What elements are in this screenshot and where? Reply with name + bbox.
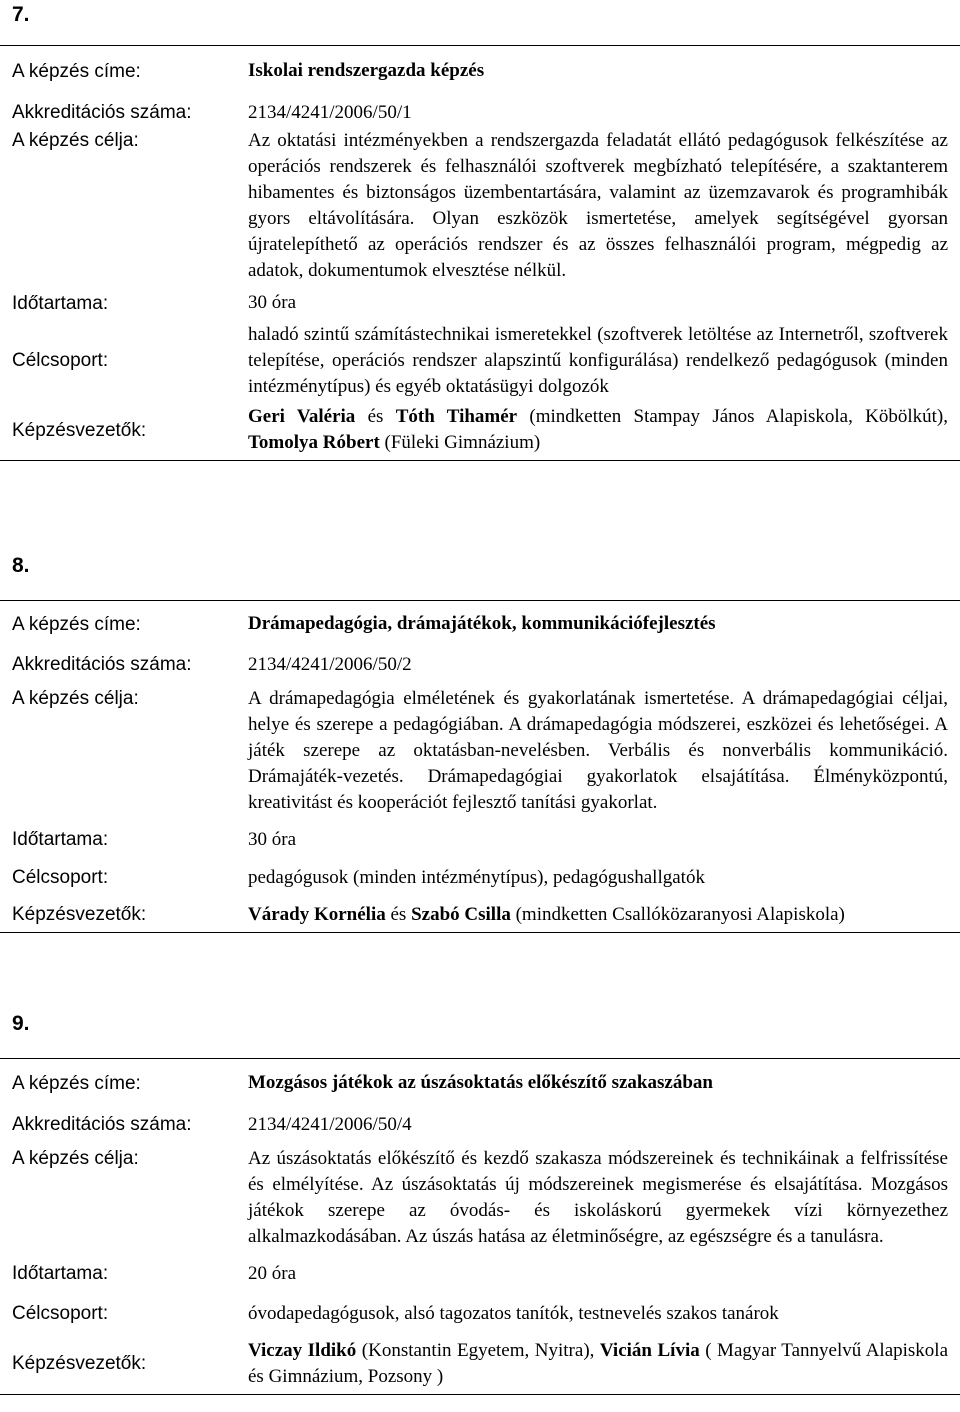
goal-text: Az úszásoktatás előkészítő és kezdő szakasza módszereinek és technikáinak a felfrissítése és elmélyítése. Az úszásoktatás új módszereinek megismerése és elsajátítása. Mozgásos játékok szerepe az óvodás- és iskoláskorú gyermekek vízi környezethez alkalmazkodásában. Az úszás hatása az életminőségre, az egészségre és a tanulásra.	[248, 1148, 948, 1247]
course-table	[0, 1058, 960, 1395]
target-label: Célcsoport:	[12, 1303, 109, 1324]
title-row	[0, 1059, 960, 1108]
accreditation-number: 2134/4241/2006/50/1	[248, 102, 412, 123]
accreditation-row	[0, 1108, 960, 1142]
goal-label: A képzés célja:	[12, 1148, 139, 1169]
leaders-label: Képzésvezetők:	[12, 903, 147, 925]
leader-name: Geri Valéria	[248, 406, 356, 427]
accreditation-label: Akkreditációs száma:	[12, 102, 192, 123]
target-label: Célcsoport:	[12, 867, 109, 888]
target-label: Célcsoport:	[12, 350, 109, 371]
duration-value: 30 óra	[248, 292, 297, 313]
leader-name: Tóth Tihamér	[395, 406, 518, 427]
accreditation-row	[0, 98, 960, 128]
duration-label: Időtartama:	[12, 829, 109, 850]
goal-row	[0, 1142, 960, 1254]
section-number: 9.	[12, 1012, 30, 1035]
section-number: 8.	[12, 554, 30, 577]
leaders-row	[0, 897, 960, 932]
leaders-text: Viczay Ildikó (Konstantin Egyetem, Nyitra), Vicián Lívia ( Magyar Tannyelvű Alapiskola és Gimnázium, Pozsony )	[248, 1340, 949, 1387]
target-row	[0, 320, 960, 402]
goal-text: A drámapedagógia elméletének és gyakorlatának ismertetése. A drámapedagógiai céljai, helye és szerepe a pedagógiában. A drámapedagógia módszerei, eszközei és lehetőségei. A játék szerepe az oktatásban-nevelésben. Verbális és nonverbális kommunikáció. Drámajáték-vezetés. Drámapedagógiai gyakorlatok elsajátítása. Élményközpontú, kreativitást és kooperációt fejlesztő tanítási gyakorlat.	[248, 688, 948, 813]
target-text: pedagógusok (minden intézménytípus), pedagógushallgatók	[248, 867, 705, 888]
title-row	[0, 46, 960, 98]
leaders-text: Geri Valéria és Tóth Tihamér (mindketten Stampay János Alapiskola, Köbölkút), Tomolya Róbert (Füleki Gimnázium)	[248, 406, 949, 453]
leaders-label: Képzésvezetők:	[12, 1353, 147, 1374]
goal-text: Az oktatási intézményekben a rendszergazda feladatát ellátó pedagógusok felkészítése az operációs rendszerek és felhasználói szoftverek megbízható telepítésére, a szaktanterem hibamentes és biztonságos üzembentartására, valamint az üzemzavarok és programhibák gyors eltávolítására. Olyan eszközök ismertetése, amelyek segítségével gyorsan újratelepíthető az operációs rendszer és az összes felhasználói program, mégpedig az adatok, dokumentumok elvesztése nélkül.	[248, 130, 948, 281]
title-label: A képzés címe:	[12, 613, 141, 635]
leaders-text: Várady Kornélia és Szabó Csilla (mindketten Csallóközaranyosi Alapiskola)	[248, 904, 845, 925]
duration-label: Időtartama:	[12, 293, 109, 314]
course-title: Iskolai rendszergazda képzés	[248, 60, 485, 81]
leader-name: Vicián Lívia	[599, 1340, 700, 1361]
duration-value: 20 óra	[248, 1263, 297, 1284]
accreditation-label: Akkreditációs száma:	[12, 654, 192, 675]
course-table	[0, 45, 960, 461]
accreditation-number: 2134/4241/2006/50/4	[248, 1114, 412, 1135]
leader-name: Szabó Csilla	[411, 904, 511, 925]
duration-label: Időtartama:	[12, 1263, 109, 1284]
leader-name: Várady Kornélia	[248, 904, 386, 925]
duration-row	[0, 288, 960, 320]
accreditation-number: 2134/4241/2006/50/2	[248, 654, 412, 675]
duration-row	[0, 1254, 960, 1294]
title-label: A képzés címe:	[12, 61, 141, 82]
title-row	[0, 601, 960, 648]
target-text: haladó szintű számítástechnikai ismeretekkel (szoftverek letöltése az Internetről, szoftverek telepítése, operációs rendszer alapszintű konfigurálása) rendelkező pedagógusok (minden intézménytípus) és egyéb oktatásügyi dolgozók	[248, 324, 948, 397]
leaders-row	[0, 402, 960, 460]
course-title: Mozgásos játékok az úszásoktatás előkészítő szakaszában	[248, 1072, 713, 1093]
target-text: óvodapedagógusok, alsó tagozatos tanítók, testnevelés szakos tanárok	[248, 1303, 779, 1324]
goal-label: A képzés célja:	[12, 130, 139, 151]
goal-row	[0, 128, 960, 288]
leader-name: Viczay Ildikó	[248, 1340, 357, 1361]
title-label: A képzés címe:	[12, 1072, 141, 1094]
section-number: 7.	[12, 3, 30, 26]
target-row	[0, 1294, 960, 1334]
course-table	[0, 600, 960, 933]
duration-row	[0, 821, 960, 859]
goal-label: A képzés célja:	[12, 688, 139, 709]
accreditation-label: Akkreditációs száma:	[12, 1114, 192, 1135]
leaders-label: Képzésvezetők:	[12, 420, 147, 441]
target-row	[0, 859, 960, 897]
leaders-row	[0, 1334, 960, 1394]
goal-row	[0, 682, 960, 821]
leader-name: Tomolya Róbert	[248, 432, 380, 453]
accreditation-row	[0, 648, 960, 682]
duration-value: 30 óra	[248, 829, 297, 850]
course-title: Drámapedagógia, drámajátékok, kommunikációfejlesztés	[248, 613, 716, 634]
